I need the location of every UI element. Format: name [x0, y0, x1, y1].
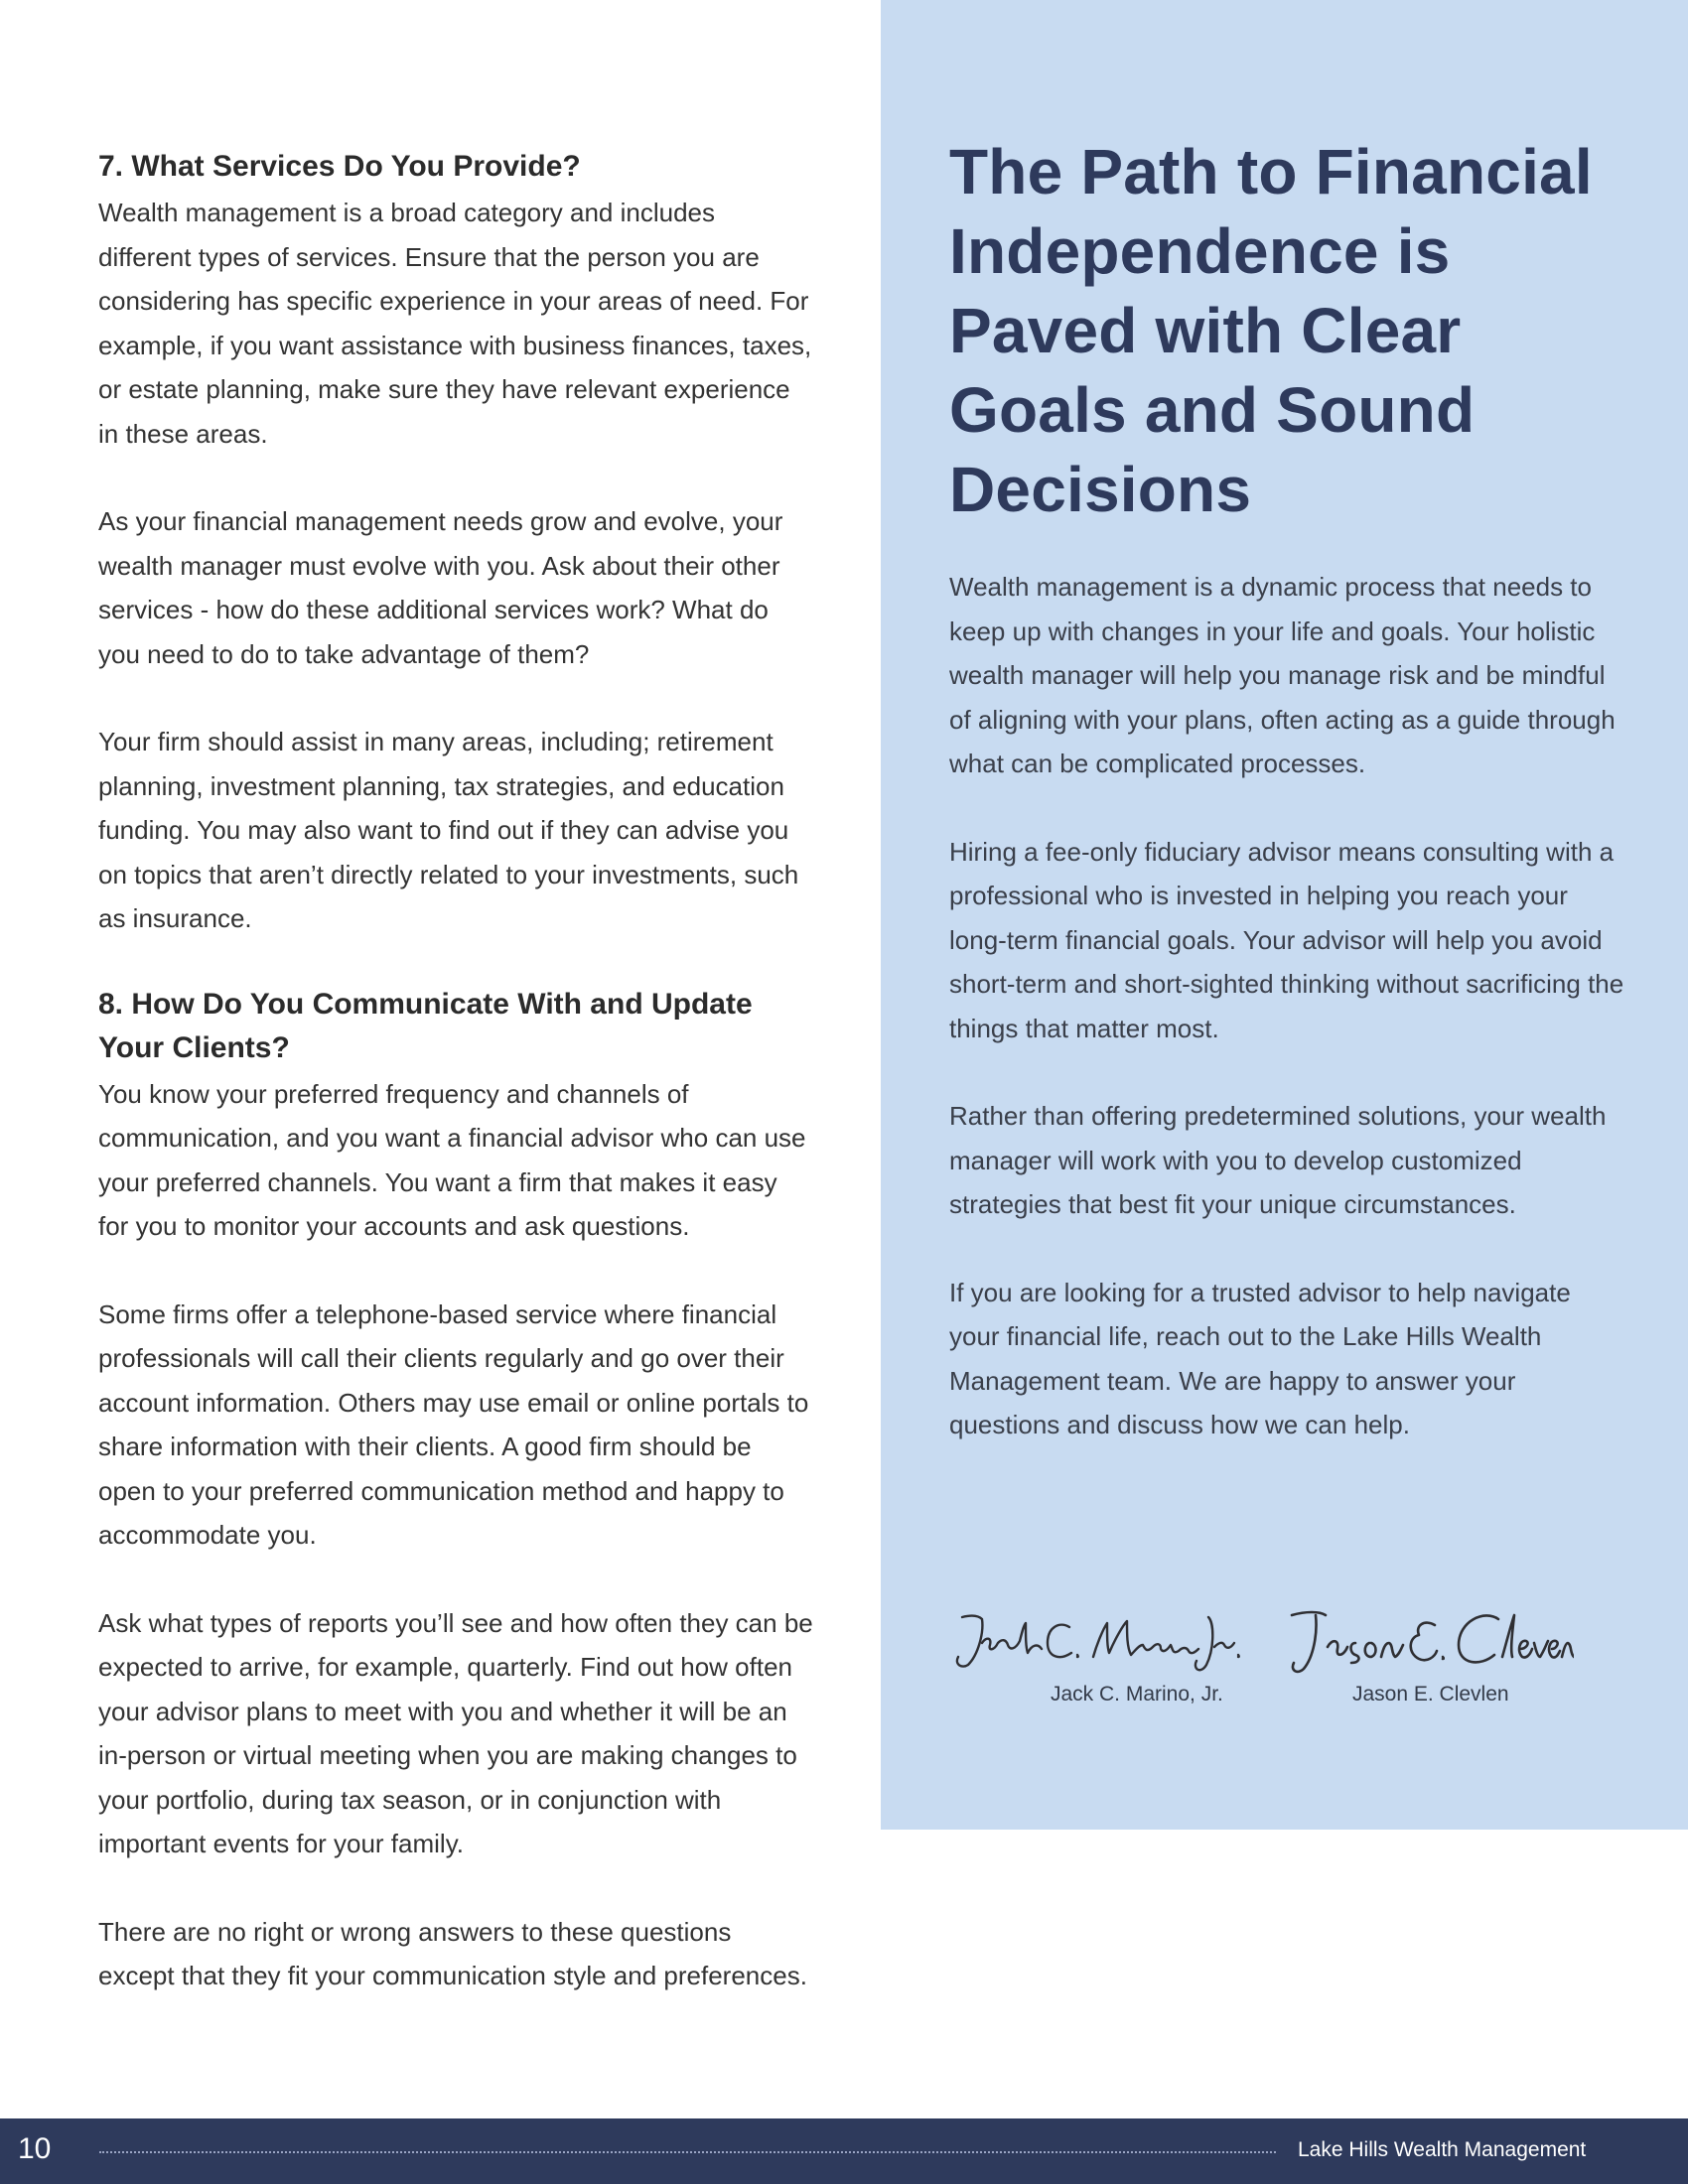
- signature-block: [948, 1603, 1574, 1712]
- page-number: 10: [18, 2132, 52, 2165]
- section-7-paragraph-3: Your firm should assist in many areas, including; retirement planning, investment planning, tax strategies, and education funding. You may also want to find out if they can advise you on topics that aren’t directly related to your investments, such as insurance.: [98, 727, 799, 933]
- section-7-paragraph-2: As your financial management needs grow and evolve, your wealth manager must evolve with you. Ask about their other services - how do these additional services work? What do you need to do to take advantage of them?: [98, 506, 783, 669]
- footer-brand-name: Lake Hills Wealth Management: [1298, 2138, 1587, 2161]
- callout-panel: [881, 0, 1688, 1830]
- callout-paragraph-3: Rather than offering predetermined solutions, your wealth manager will work with you to develop customized strategies that best fit your unique circumstances.: [949, 1101, 1607, 1219]
- handwritten-signature-1: [948, 1603, 1246, 1683]
- callout-paragraph-2: Hiring a fee-only fiduciary advisor means consulting with a professional who is invested in helping you reach your long-term financial goals. Your advisor will help you avoid short-term and short-sighted thinking without sacrificing the things that matter most.: [949, 836, 1624, 1043]
- signature-name-1: Jack C. Marino, Jr.: [1051, 1683, 1223, 1706]
- section-8-paragraph-3: Ask what types of reports you’ll see and how often they can be expected to arrive, for example, quarterly. Find out how often your advisor plans to meet with you and whether it will be an in-person or virtual meeting when you are making changes to your portfolio, during tax season, or in conjunction with important events for your family.: [98, 1607, 813, 1858]
- callout-content: [949, 132, 1624, 1447]
- signature-jack-marino: [948, 1603, 1246, 1706]
- callout-paragraph-1: Wealth management is a dynamic process that needs to keep up with changes in your life and goals. Your holistic wealth manager will help you manage risk and be mindful of aligning with your plans, often acting as a guide through what can be complicated processes.: [949, 572, 1616, 778]
- section-7-heading: 7. What Services Do You Provide?: [98, 150, 581, 183]
- section-8-paragraph-1: You know your preferred frequency and channels of communication, and you want a financial advisor who can use your preferred channels. You want a firm that makes it easy for you to monitor your accounts and ask questions.: [98, 1078, 806, 1241]
- left-column: [98, 145, 813, 1998]
- signature-jason-clevlen: [1286, 1603, 1574, 1706]
- callout-title: The Path to Financial Independence is Paved with Clear Goals and Sound Decisions: [949, 136, 1593, 525]
- section-8-paragraph-4: There are no right or wrong answers to these questions except that they fit your communication style and preferences.: [98, 1916, 807, 1990]
- section-7-paragraph-1: Wealth management is a broad category and includes different types of services. Ensure that the person you are considering has specific experience in your areas of need. For example, if you want assistance with business finances, taxes, or estate planning, make sure they have relevant experience in these areas.: [98, 198, 812, 449]
- callout-paragraph-4: If you are looking for a trusted advisor to help navigate your financial life, reach out to the Lake Hills Wealth Management team. We are happy to answer your questions and discuss how we can help.: [949, 1277, 1571, 1439]
- handwritten-signature-2: [1286, 1603, 1574, 1683]
- footer-dotted-rule: [99, 2151, 1276, 2153]
- section-8-paragraph-2: Some firms offer a telephone-based service where financial professionals will call their clients regularly and go over their account information. Others may use email or online portals to share information with their clients. A good firm should be open to your preferred communication method and happy to accommodate you.: [98, 1298, 809, 1550]
- section-8-heading: 8. How Do You Communicate With and Update Your Clients?: [98, 987, 753, 1064]
- signature-name-2: Jason E. Clevlen: [1352, 1683, 1509, 1706]
- page-footer: [0, 2118, 1688, 2184]
